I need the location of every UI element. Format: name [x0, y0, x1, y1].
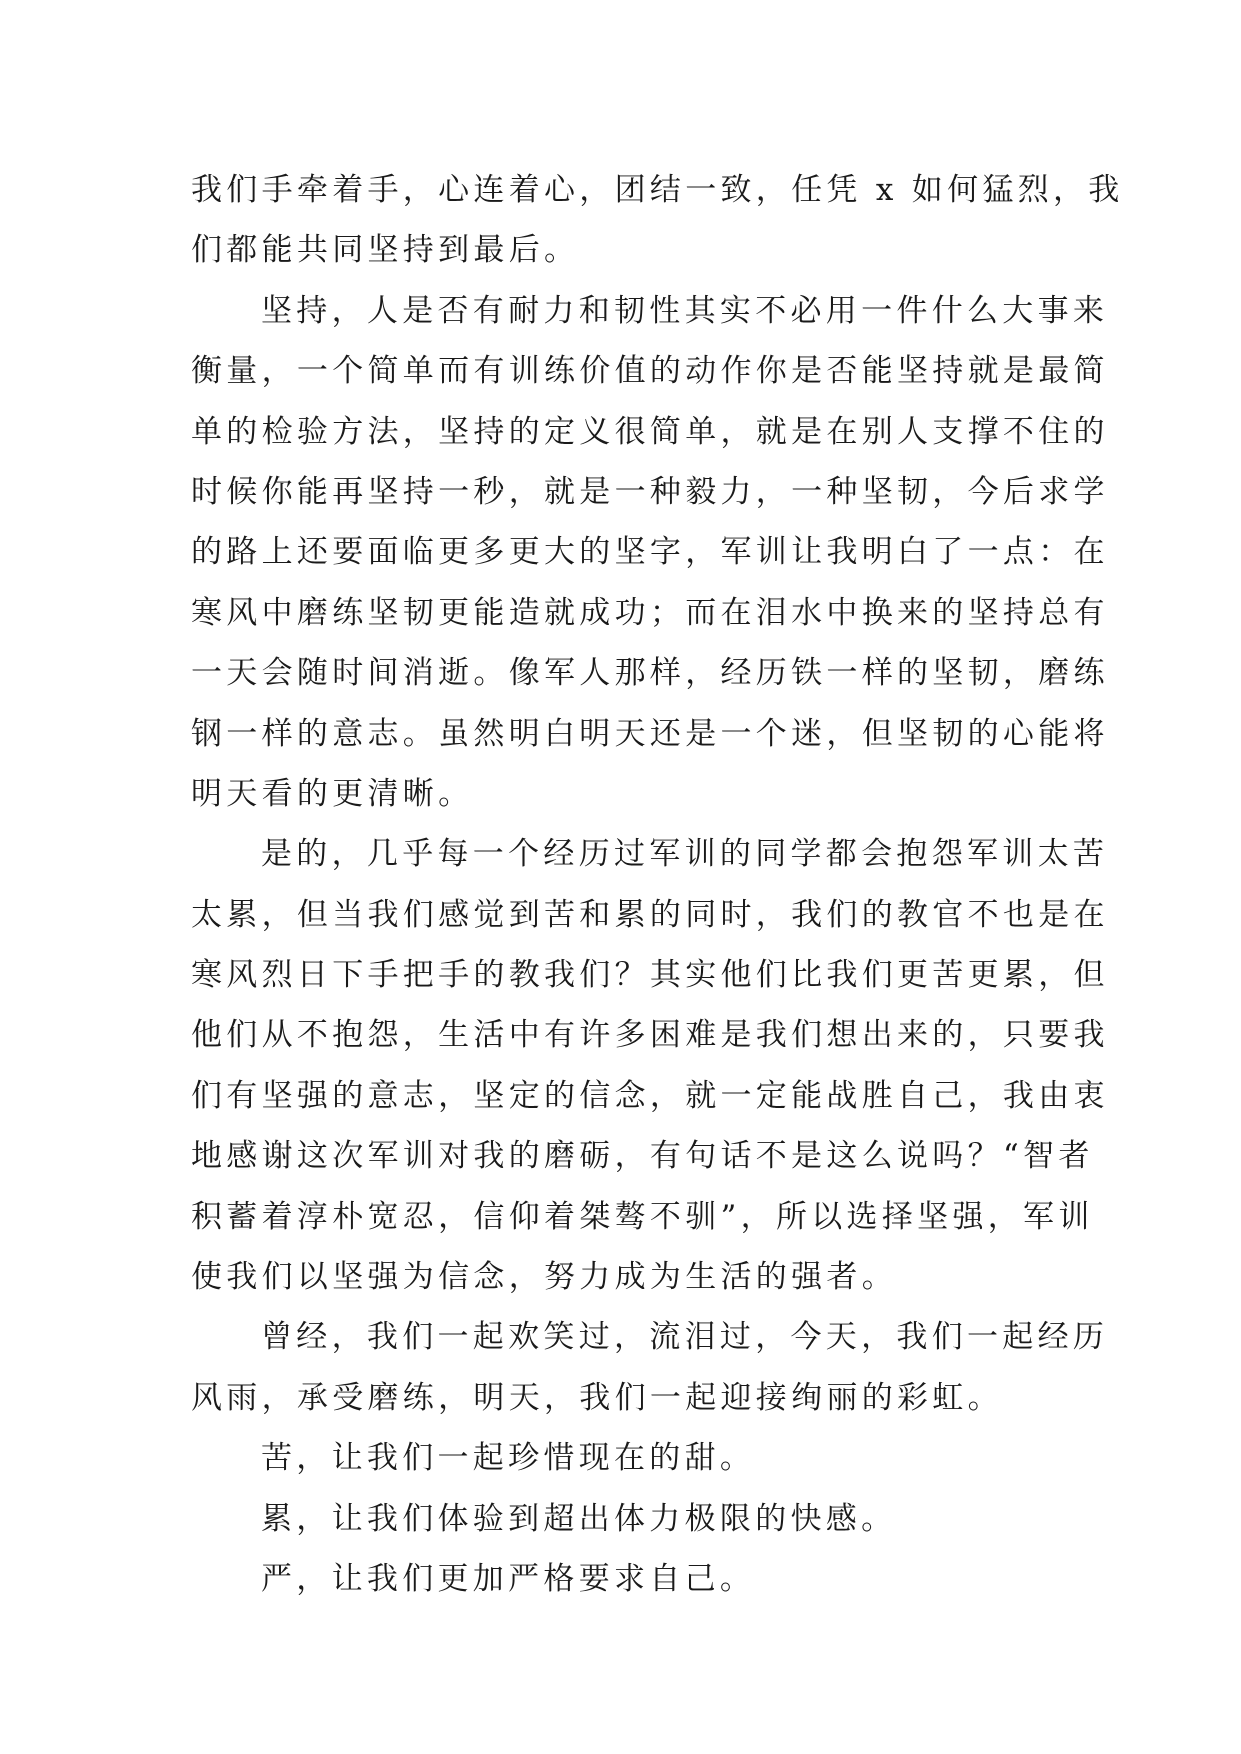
text-line-17: 地感谢这次军训对我的磨砺，有句话不是这么说吗？“智者 — [191, 1138, 1094, 1175]
text-line-21: 风雨，承受磨练，明天，我们一起迎接绚丽的彩虹。 — [191, 1379, 1003, 1416]
text-line-4: 衡量，一个简单而有训练价值的动作你是否能坚持就是最简 — [191, 353, 1109, 390]
text-line-24: 严，让我们更加严格要求自己。 — [261, 1560, 756, 1597]
text-line-1: 我们手牵着手，心连着心，团结一致，任凭 x 如何猛烈，我 — [191, 172, 1124, 208]
text-line-3: 坚持，人是否有耐力和韧性其实不必用一件什么大事来 — [261, 292, 1109, 329]
text-line-22: 苦，让我们一起珍惜现在的甜。 — [261, 1440, 756, 1477]
text-line-13: 太累，但当我们感觉到苦和累的同时，我们的教官不也是在 — [191, 896, 1109, 933]
text-line-16: 们有坚强的意志，坚定的信念，就一定能战胜自己，我由衷 — [191, 1077, 1109, 1114]
text-line-20: 曾经，我们一起欢笑过，流泪过，今天，我们一起经历 — [261, 1319, 1109, 1356]
text-line-5: 单的检验方法，坚持的定义很简单，就是在别人支撑不住的 — [191, 413, 1109, 450]
text-line-15: 他们从不抱怨，生活中有许多困难是我们想出来的，只要我 — [191, 1017, 1109, 1054]
text-line-8: 寒风中磨练坚韧更能造就成功；而在泪水中换来的坚持总有 — [191, 594, 1109, 631]
text-line-18: 积蓄着淳朴宽忍，信仰着桀骜不驯”，所以选择坚强，军训 — [191, 1198, 1094, 1235]
text-line-19: 使我们以坚强为信念，努力成为生活的强者。 — [191, 1259, 897, 1296]
text-line-7: 的路上还要面临更多更大的坚字，军训让我明白了一点：在 — [191, 534, 1109, 571]
text-line-23: 累，让我们体验到超出体力极限的快感。 — [261, 1500, 897, 1537]
text-line-12: 是的，几乎每一个经历过军训的同学都会抱怨军训太苦 — [261, 836, 1109, 873]
text-line-14: 寒风烈日下手把手的教我们？其实他们比我们更苦更累，但 — [191, 957, 1109, 994]
document-body — [191, 160, 1124, 1609]
text-line-9: 一天会随时间消逝。像军人那样，经历铁一样的坚韧，磨练 — [191, 655, 1109, 692]
text-line-10: 钢一样的意志。虽然明白明天还是一个迷，但坚韧的心能将 — [191, 715, 1109, 752]
text-line-2: 们都能共同坚持到最后。 — [191, 232, 580, 269]
text-line-11: 明天看的更清晰。 — [191, 775, 474, 812]
text-line-6: 时候你能再坚持一秒，就是一种毅力，一种坚韧，今后求学 — [191, 473, 1109, 510]
